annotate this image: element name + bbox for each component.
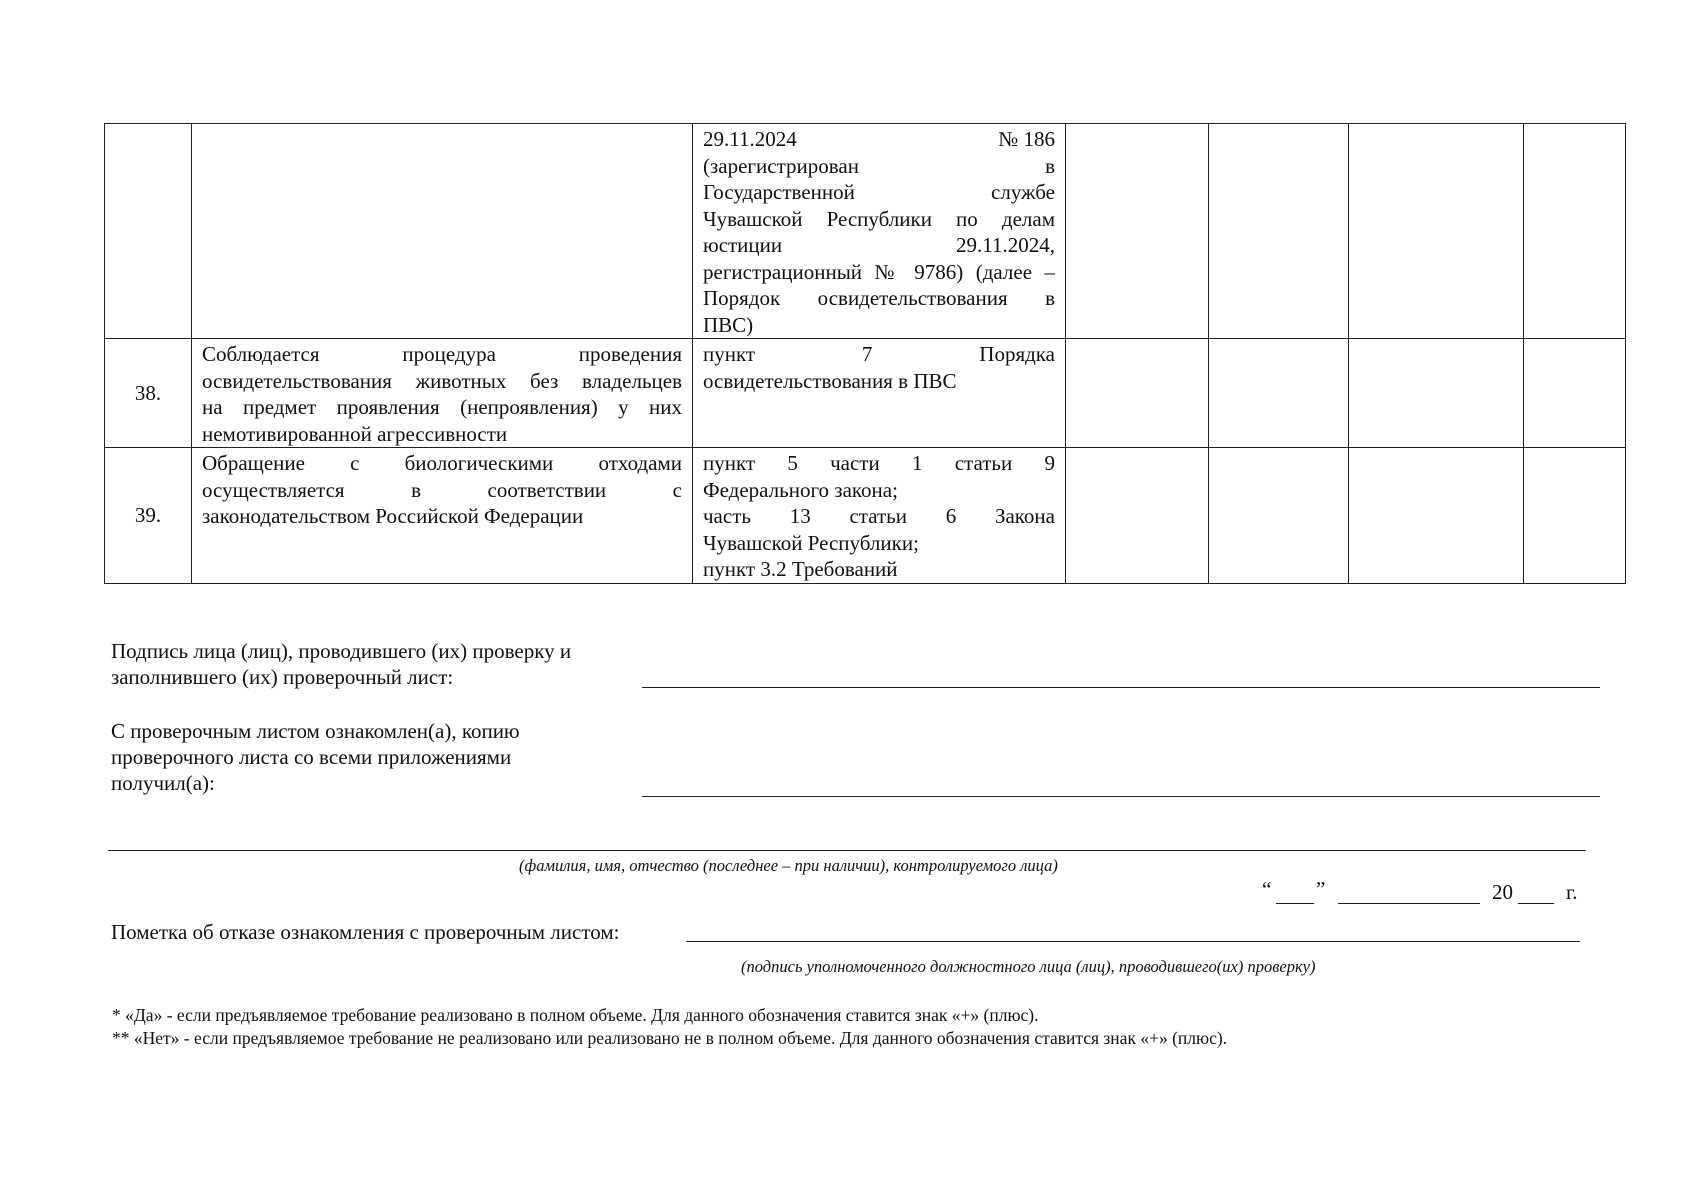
note-cell[interactable] [1524, 339, 1626, 448]
controlled-person-name-line[interactable] [108, 850, 1586, 851]
reference-cell [693, 124, 1066, 339]
ref-line: регистрационный № 9786) (далее – [703, 259, 1055, 284]
yes-cell[interactable] [1066, 448, 1209, 584]
yes-cell[interactable] [1066, 124, 1209, 339]
requirement-cell [192, 339, 693, 448]
ref-line: 29.11.2024 № 186 [703, 127, 1055, 151]
acknowledgement-label: С проверочным листом ознакомлен(а), копию проверочного листа со всеми приложениями получил(а): [111, 719, 520, 795]
footnote-no: ** «Нет» - если предъявляемое требование не реализовано или реализовано не в полном объеме. Для данного обозначения ставится знак «+» (плюс). [112, 1028, 1228, 1048]
req-line: Обращение с биологическими отходами [202, 451, 682, 475]
ref-line: ПВС) [703, 312, 754, 337]
req-line: осуществляется в соответствии с [202, 477, 682, 502]
note-cell[interactable] [1524, 448, 1626, 584]
ref-line: Чувашской Республики; [703, 530, 919, 555]
official-signature-caption: (подпись уполномоченного должностного лица (лиц), проводившего(их) проверку) [741, 957, 1316, 976]
date-year-line[interactable] [1518, 903, 1554, 904]
checklist-table [104, 123, 1626, 584]
ref-line: (зарегистрирован в [703, 153, 1055, 178]
footnote-yes: * «Да» - если предъявляемое требование реализовано в полном объеме. Для данного обозначения ставится знак «+» (плюс). [112, 1005, 1039, 1025]
date-day-line[interactable] [1276, 903, 1314, 904]
date-open-quote: “ [1262, 877, 1272, 901]
na-cell[interactable] [1349, 124, 1524, 339]
row-number: 38. [105, 339, 192, 448]
req-line: освидетельствования животных без владельцев [202, 368, 682, 393]
table-row [105, 124, 1626, 339]
acknowledgement-signature-line[interactable] [642, 796, 1600, 797]
yes-cell[interactable] [1066, 339, 1209, 448]
row-number: 39. [105, 448, 192, 584]
reference-cell [693, 448, 1066, 584]
table-row [105, 448, 1626, 584]
na-cell[interactable] [1349, 339, 1524, 448]
refusal-line[interactable] [686, 941, 1580, 942]
reference-cell [693, 339, 1066, 448]
no-cell[interactable] [1209, 124, 1349, 339]
req-line: законодательством Российской Федерации [202, 504, 584, 528]
fio-caption: (фамилия, имя, отчество (последнее – при наличии), контролируемого лица) [519, 856, 1058, 875]
req-line: Соблюдается процедура проведения [202, 342, 682, 366]
ref-line: Государственной службе [703, 180, 1055, 204]
inspector-signature-line[interactable] [642, 687, 1600, 688]
no-cell[interactable] [1209, 339, 1349, 448]
inspector-signature-label: Подпись лица (лиц), проводившего (их) проверку и заполнившего (их) проверочный лист: [111, 639, 572, 689]
ref-line: пункт 3.2 Требований [703, 557, 898, 581]
date-close-quote: ” [1316, 877, 1326, 901]
na-cell[interactable] [1349, 448, 1524, 584]
no-cell[interactable] [1209, 448, 1349, 584]
ref-line: пункт 5 части 1 статьи 9 [703, 451, 1055, 475]
ref-line: Порядок освидетельствования в [703, 286, 1055, 310]
requirement-cell [192, 124, 693, 339]
num-cell [105, 124, 192, 339]
ref-line: Чувашской Республики по делам [703, 206, 1055, 231]
ref-line: юстиции 29.11.2024, [703, 233, 1055, 257]
ref-line: Федерального закона; [703, 477, 898, 502]
req-line: немотивированной агрессивности [202, 421, 508, 446]
date-year-suffix: г. [1566, 880, 1578, 904]
requirement-cell [192, 448, 693, 584]
table-row [105, 339, 1626, 448]
refusal-label: Пометка об отказе ознакомления с проверочным листом: [111, 920, 620, 944]
req-line: на предмет проявления (непроявления) у них [202, 395, 682, 419]
date-month-line[interactable] [1338, 903, 1480, 904]
ref-line: освидетельствования в ПВС [703, 368, 957, 393]
date-year-prefix: 20 [1492, 880, 1513, 904]
note-cell[interactable] [1524, 124, 1626, 339]
ref-line: часть 13 статьи 6 Закона [703, 504, 1055, 528]
ref-line: пункт 7 Порядка [703, 342, 1055, 366]
